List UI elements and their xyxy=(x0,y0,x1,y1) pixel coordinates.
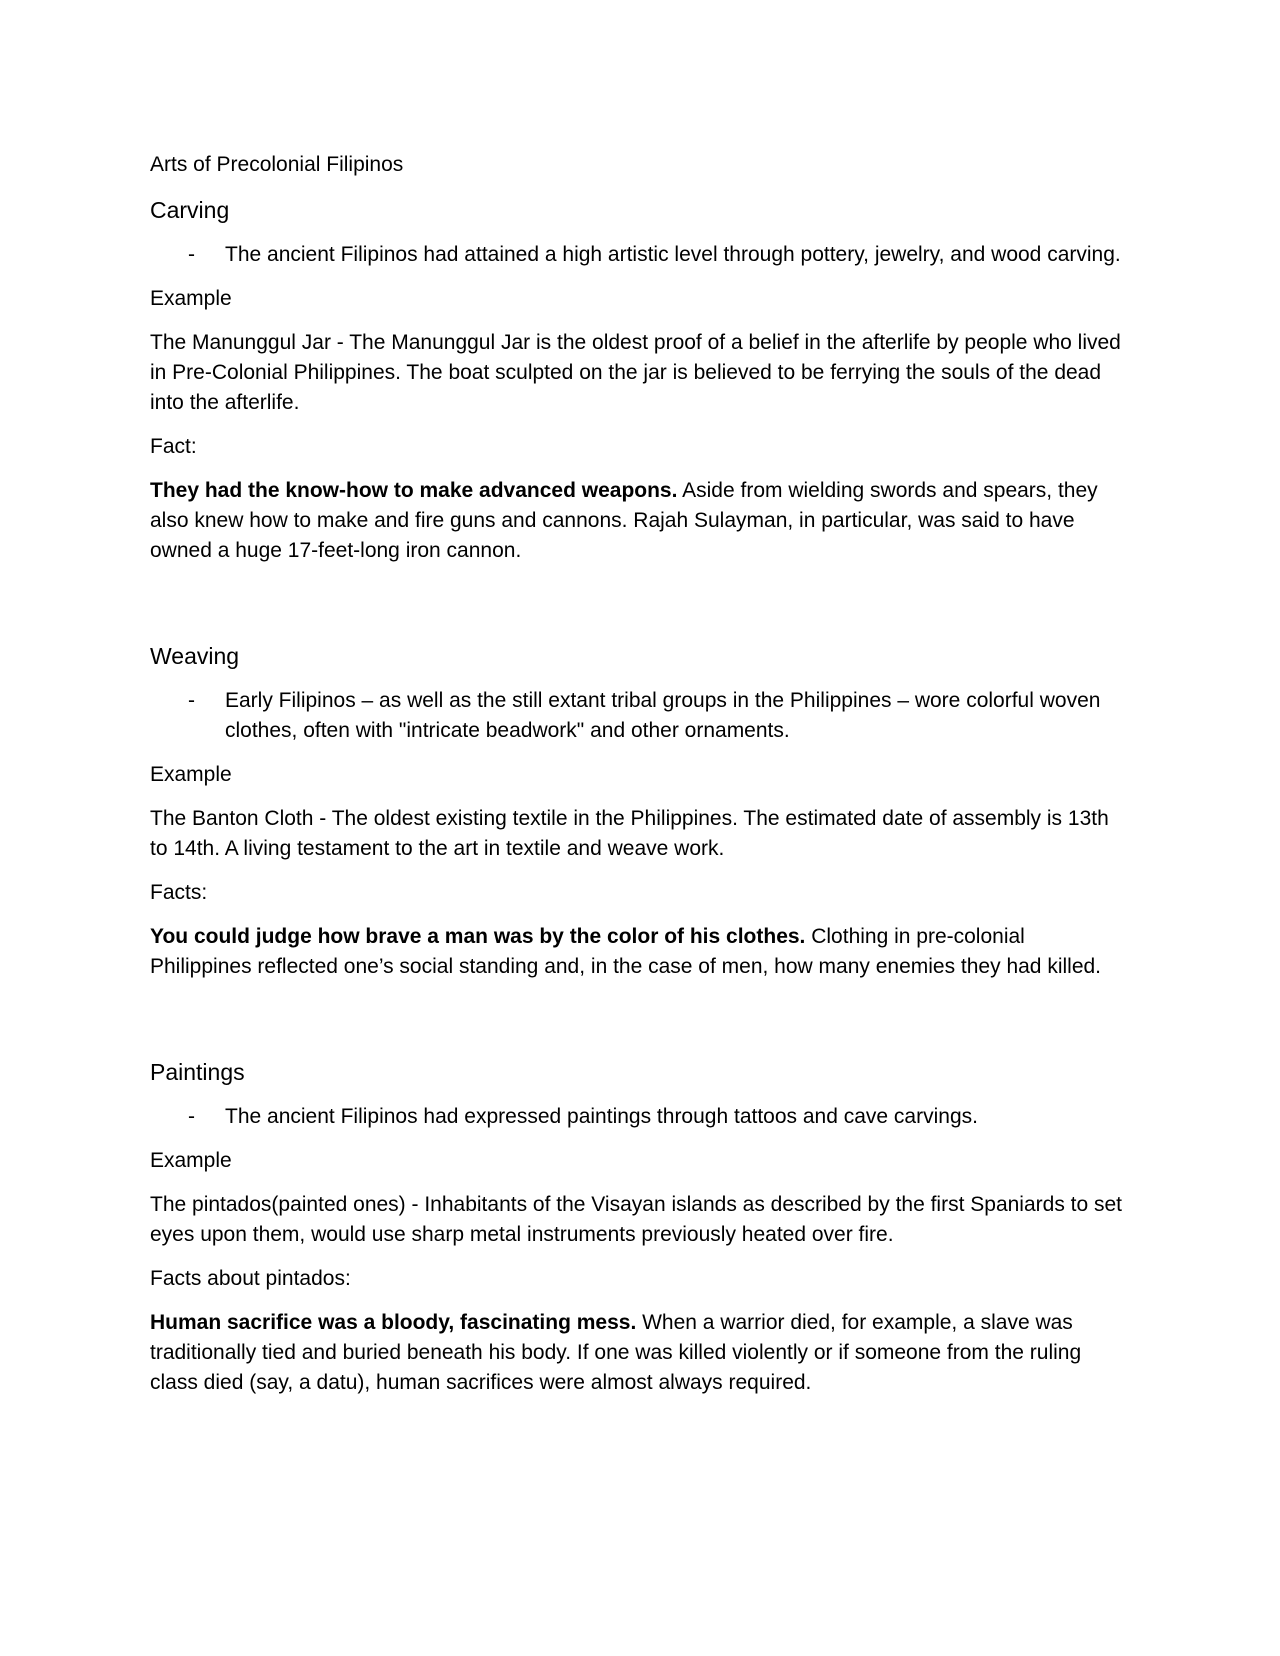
example-text: The Manunggul Jar - The Manunggul Jar is the oldest proof of a belief in the afterlife by people who lived in Pre-Colonial Philippines. The boat sculpted on the jar is believed to be ferrying the souls of the dead into the afterlife. xyxy=(150,331,1121,414)
fact-text: Aside from wielding swords and spears, they also knew how to make and fire guns and cannons. Rajah Sulayman, in particular, was said to have owned a huge 17-feet-long iron cannon. xyxy=(150,479,1098,562)
bullet-text: Early Filipinos – as well as the still extant tribal groups in the Philippines – wore colorful woven clothes, often with "intricate beadwork" and other ornaments. xyxy=(225,689,1101,742)
section-heading: Carving xyxy=(150,197,230,223)
fact-label: Fact: xyxy=(150,435,197,458)
fact-text: When a warrior died, for example, a slave was traditionally tied and buried beneath his body. If one was killed violently or if someone from the ruling class died (say, a datu), human sacrifices were almost always required. xyxy=(150,1311,1082,1394)
example-label: Example xyxy=(150,287,232,310)
fact-bold: Human sacrifice was a bloody, fascinating mess. xyxy=(150,1311,637,1334)
document-title: Arts of Precolonial Filipinos xyxy=(150,153,404,176)
section-weaving xyxy=(150,640,1130,982)
section-carving xyxy=(150,194,1130,566)
example-label: Example xyxy=(150,1149,232,1172)
example-text: The pintados(painted ones) - Inhabitants of the Visayan islands as described by the first Spaniards to set eyes upon them, would use sharp metal instruments previously heated over fire. xyxy=(150,1193,1123,1246)
fact-paragraph xyxy=(150,922,1130,982)
spacer xyxy=(150,580,1130,640)
fact-label: Facts about pintados: xyxy=(150,1267,351,1290)
bullet-item xyxy=(150,1102,1130,1132)
bullet-dash: - xyxy=(188,689,195,712)
section-paintings xyxy=(150,1056,1130,1398)
bullet-dash: - xyxy=(188,1105,195,1128)
document-page xyxy=(150,150,1130,1412)
section-heading: Weaving xyxy=(150,643,240,669)
section-heading: Paintings xyxy=(150,1059,245,1085)
fact-text: Clothing in pre-colonial Philippines reflected one’s social standing and, in the case of men, how many enemies they had killed. xyxy=(150,925,1102,978)
bullet-dash: - xyxy=(188,243,195,266)
fact-bold: You could judge how brave a man was by the color of his clothes. xyxy=(150,925,806,948)
example-label: Example xyxy=(150,763,232,786)
fact-label: Facts: xyxy=(150,881,208,904)
bullet-text: The ancient Filipinos had expressed paintings through tattoos and cave carvings. xyxy=(225,1105,978,1128)
bullet-text: The ancient Filipinos had attained a high artistic level through pottery, jewelry, and wood carving. xyxy=(225,243,1121,266)
example-text: The Banton Cloth - The oldest existing textile in the Philippines. The estimated date of assembly is 13th to 14th. A living testament to the art in textile and weave work. xyxy=(150,807,1109,860)
bullet-item xyxy=(150,240,1130,270)
fact-bold: They had the know-how to make advanced weapons. xyxy=(150,479,678,502)
spacer xyxy=(150,996,1130,1056)
bullet-item xyxy=(150,686,1130,746)
fact-paragraph xyxy=(150,476,1130,566)
fact-paragraph xyxy=(150,1308,1130,1398)
